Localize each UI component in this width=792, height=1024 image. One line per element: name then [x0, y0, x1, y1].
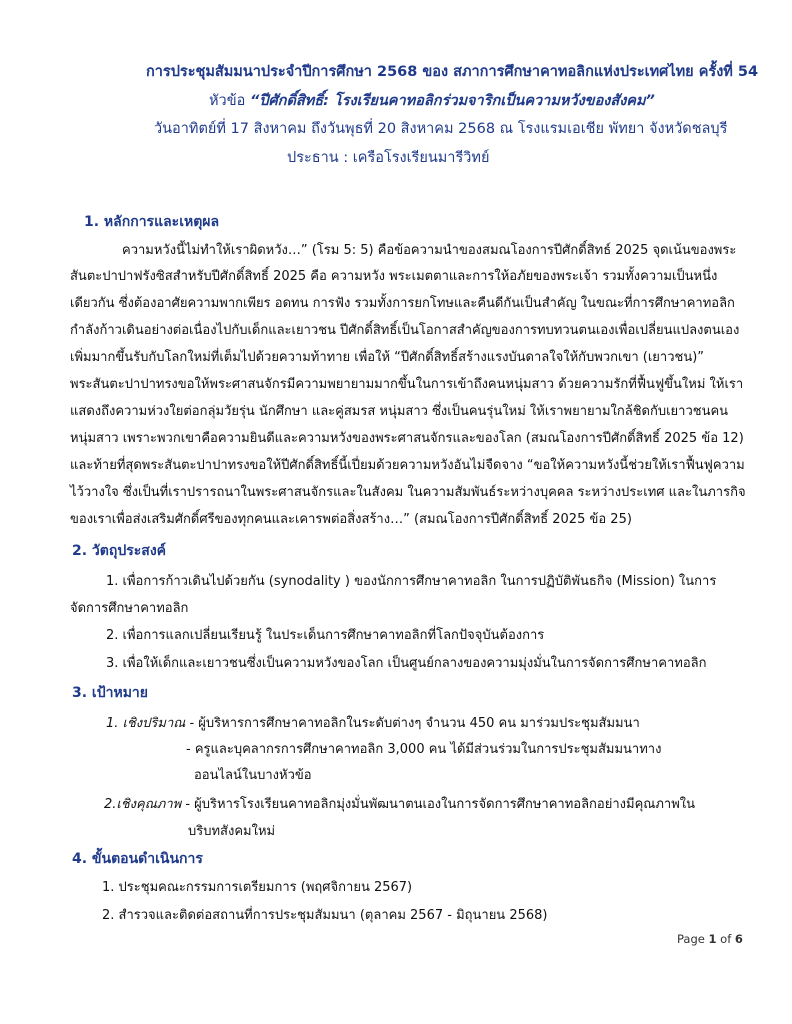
- s1-line: สันตะปาปาฟรังซิสสำหรับปีศักดิ์สิทธิ์ 2025 คือ ความหวัง พระเมตตาและการให้อภัยของพระเจ้า รวมทั้งความเป็นหนึ่ง: [70, 269, 718, 284]
- procedure-item: 2. สำรวจและติดต่อสถานที่การประชุมสัมมนา (ตุลาคม 2567 - มิถุนายน 2568): [102, 908, 548, 923]
- s1-line: พระสันตะปาปาทรงขอให้พระศาสนจักรมีความพยายามมากขึ้นในการเข้าถึงคนหนุ่มสาว ด้วยความรักที่ฟื้นฟูขึ้นใหม่ ให้เรา: [70, 377, 744, 392]
- procedure-item: 1. ประชุมคณะกรรมการเตรียมการ (พฤศจิกายน 2567): [102, 880, 413, 895]
- objective-item: 1. เพื่อการก้าวเดินไปด้วยกัน (synodality ) ของนักการศึกษาคาทอลิก ในการปฏิบัติพันธกิจ (Mission) ในการ: [106, 574, 717, 589]
- target-quantitative: [106, 712, 640, 733]
- theme-text: “ปีศักดิ์สิทธิ์: โรงเรียนคาทอลิกร่วมจาริกเป็นความหวังของสังคม”: [249, 93, 655, 109]
- qualitative-label: 2.เชิงคุณภาพ: [104, 797, 182, 812]
- target-quantitative-2: - ครูและบุคลากรการศึกษาคาทอลิก 3,000 คน ได้มีส่วนร่วมในการประชุมสัมมนาทาง: [186, 742, 662, 757]
- s1-line: และท้ายที่สุดพระสันตะปาปาทรงขอให้ปีศักดิ์สิทธิ์นี้เปี่ยมด้วยความหวังอันไม่จืดจาง “ขอให้ความหวังนี้ช่วยให้เราฟื้นฟูความ: [70, 458, 745, 473]
- s1-line: กำลังก้าวเดินอย่างต่อเนื่องไปกับเด็กและเยาวชน ปีศักดิ์สิทธิ์เป็นโอกาสสำคัญของการทบทวนตนเองเพื่อเปลี่ยนแปลงตนเอง: [70, 323, 740, 338]
- s1-line: ความหวังนี้ไม่ทำให้เราผิดหวัง…” (โรม 5: 5) คือข้อความนำของสมณโองการปีศักดิ์สิทธ์ 2025 จุดเน้นของพระ: [122, 243, 737, 258]
- quantitative-text: - ผู้บริหารการศึกษาคาทอลิกในระดับต่างๆ จำนวน 450 คน มาร่วมประชุมสัมมนา: [185, 716, 640, 731]
- page-total: 6: [734, 932, 743, 946]
- section-3-heading: 3. เป้าหมาย: [72, 685, 148, 701]
- conference-theme: [209, 89, 655, 112]
- conference-date-venue: วันอาทิตย์ที่ 17 สิงหาคม ถึงวันพุธที่ 20 สิงหาคม 2568 ณ โรงแรมเอเชีย พัทยา จังหวัดชลบุรี: [154, 121, 728, 137]
- objective-item-continued: จัดการศึกษาคาทอลิก: [70, 601, 189, 616]
- of-word: of: [716, 932, 735, 946]
- conference-chair: ประธาน : เครือโรงเรียนมารีวิทย์: [287, 150, 490, 166]
- s1-line: แสดงถึงความห่วงใยต่อกลุ่มวัยรุ่น นักศึกษา และคู่สมรส หนุ่มสาว ซึ่งเป็นคนรุ่นใหม่ ให้เราพยายามใกล้ชิดกับเยาวชนคน: [70, 404, 729, 419]
- s1-line: เพิ่มมากขึ้นรับกับโลกใหม่ที่เต็มไปด้วยความท้าทาย เพื่อให้ “ปีศักดิ์สิทธิ์สร้างแรงบันดาลใจให้กับพวกเขา (เยาวชน)”: [70, 350, 705, 365]
- qualitative-text: - ผู้บริหารโรงเรียนคาทอลิกมุ่งมั่นพัฒนาตนเองในการจัดการศึกษาคาทอลิกอย่างมีคุณภาพใน: [181, 797, 696, 812]
- s1-line: ของเราเพื่อส่งเสริมศักดิ์ศรีของทุกคนและเคารพต่อสิ่งสร้าง…” (สมณโองการปีศักดิ์สิทธิ์ 2025 ข้อ 25): [70, 512, 632, 527]
- target-qualitative-cont: บริบทสังคมใหม่: [188, 824, 276, 839]
- target-quantitative-2-cont: ออนไลน์ในบางหัวข้อ: [194, 768, 312, 783]
- objective-item: 2. เพื่อการแลกเปลี่ยนเรียนรู้ ในประเด็นการศึกษาคาทอลิกที่โลกปัจจุบันต้องการ: [106, 628, 545, 643]
- target-qualitative: [104, 793, 695, 814]
- section-2-heading: 2. วัตถุประสงค์: [72, 543, 167, 559]
- s1-line: หนุ่มสาว เพราะพวกเขาคือความยินดีและความหวังของพระศาสนจักรและของโลก (สมณโองการปีศักดิ์สิทธิ์ 2025 ข้อ 12): [70, 431, 744, 446]
- page-current: 1: [708, 932, 717, 946]
- quantitative-label: 1. เชิงปริมาณ: [106, 716, 186, 731]
- s1-line: เดียวกัน ซึ่งต้องอาศัยความพากเพียร อดทน การฟัง รวมทั้งการยกโทษและคืนดีกันเป็นสำคัญ ในขณะที่การศึกษาคาทอลิก: [70, 296, 735, 311]
- theme-prefix: หัวข้อ: [209, 93, 250, 109]
- conference-title: การประชุมสัมมนาประจำปีการศึกษา 2568 ของ สภาการศึกษาคาทอลิกแห่งประเทศไทย ครั้งที่ 54: [146, 64, 759, 80]
- page-number: [677, 932, 743, 946]
- objective-item: 3. เพื่อให้เด็กและเยาวชนซึ่งเป็นความหวังของโลก เป็นศูนย์กลางของความมุ่งมั่นในการจัดการศึกษาคาทอลิก: [106, 656, 707, 671]
- s1-line: ไว้วางใจ ซึ่งเป็นที่เราปรารถนาในพระศาสนจักรและในสังคม ในความสัมพันธ์ระหว่างบุคคล ระหว่างประเทศ และในภารกิจ: [70, 485, 746, 500]
- section-4-heading: 4. ขั้นตอนดำเนินการ: [72, 851, 203, 867]
- section-1-heading: 1. หลักการและเหตุผล: [84, 214, 220, 230]
- page-word: Page: [677, 932, 709, 946]
